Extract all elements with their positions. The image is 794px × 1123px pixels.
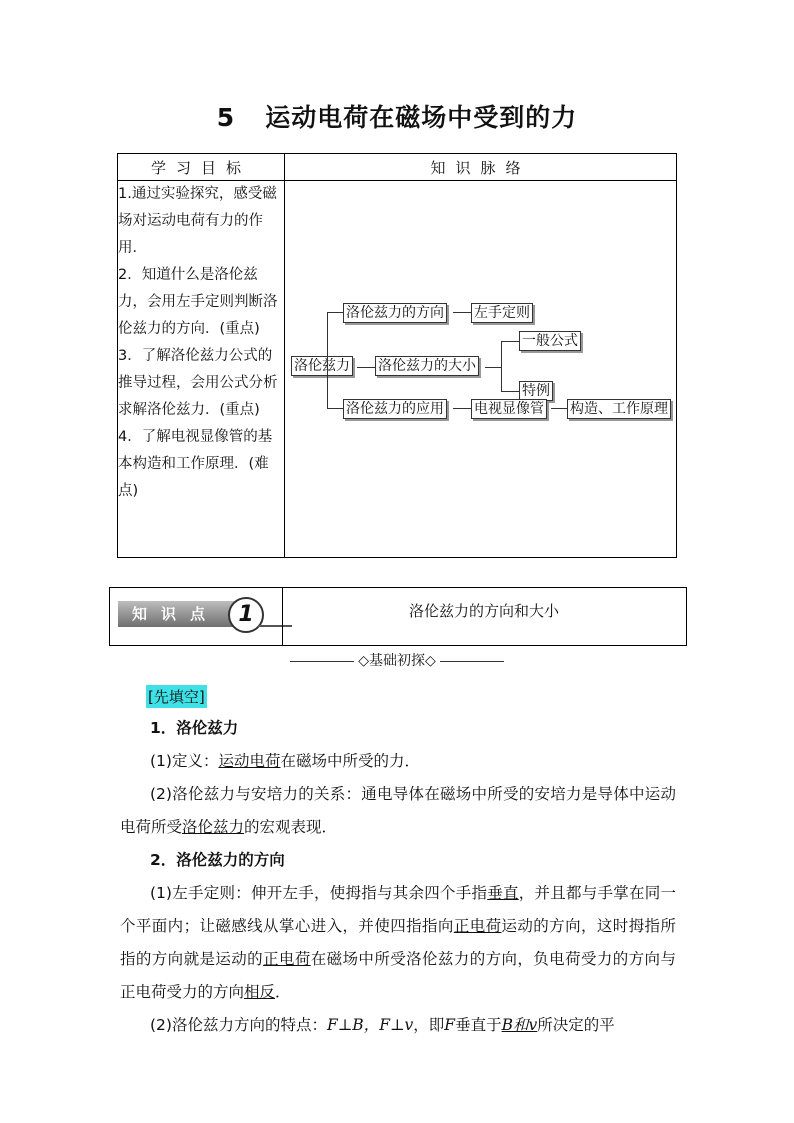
paragraph-direction-features: (2)洛伦兹力方向的特点：F⊥B，F⊥v，即F垂直于B和v所决定的平 [150, 1016, 615, 1034]
map-node-direction: 洛伦兹力的方向 [343, 303, 447, 323]
knowledge-point-box [109, 587, 687, 646]
map-node-left-hand-rule: 左手定则 [471, 303, 533, 323]
title-number: 5 [216, 103, 236, 132]
knowledge-point-label: 知识点 [118, 601, 246, 627]
goal-item: 3．了解洛伦兹力公式的推导过程，会用公式分析求解洛伦兹力．(重点) [118, 348, 278, 418]
heading-lorentz-force: 1．洛伦兹力 [150, 719, 239, 737]
objectives-table [117, 153, 677, 558]
fill-blank-tag: [先填空] [146, 685, 207, 708]
map-node-general-formula: 一般公式 [519, 331, 581, 351]
paragraph-definition: (1)定义：运动电荷在磁场中所受的力． [150, 752, 420, 770]
goal-item: 1.通过实验探究，感受磁场对运动电荷有力的作用． [118, 186, 277, 256]
section-heading-text: ◇基础初探◇ [358, 653, 436, 669]
map-node-magnitude: 洛伦兹力的大小 [375, 356, 479, 376]
goal-item: 2．知道什么是洛伦兹力，会用左手定则判断洛伦兹力的方向．(重点) [118, 267, 278, 337]
map-connector [551, 408, 567, 409]
page-title [0, 98, 794, 134]
map-connector [453, 312, 471, 313]
map-connector [327, 408, 343, 409]
map-node-tv-tube: 电视显像管 [471, 399, 547, 419]
section-heading [0, 650, 794, 670]
map-connector [501, 391, 519, 392]
map-node-special-case: 特例 [519, 381, 553, 401]
map-connector [327, 312, 328, 408]
map-connector [501, 341, 519, 342]
goal-item: 4．了解电视显像管的基本构造和工作原理．(难点) [118, 429, 273, 499]
map-connector [501, 341, 502, 391]
knowledge-point-number: 1 [228, 597, 264, 633]
knowledge-point-title: 洛伦兹力的方向和大小 [408, 602, 559, 620]
title-text: 运动电荷在磁场中受到的力 [265, 103, 578, 132]
map-connector [357, 367, 375, 368]
map-node-root: 洛伦兹力 [291, 356, 353, 376]
knowledge-map [285, 181, 677, 558]
map-node-application: 洛伦兹力的应用 [343, 399, 447, 419]
rule-left [290, 661, 354, 662]
paragraph-left-hand-rule: (1)左手定则：伸开左手，使拇指与其余四个手指垂直，并且都与手掌在同一个平面内；让磁感线从掌心进入，并使四指指向正电荷运动的方向，这时拇指所指的方向就是运动的正电荷在磁场中所受洛伦兹力的方向，负电荷受力的方向与正电荷受力的方向相反． [120, 884, 676, 1001]
header-knowledge-map: 知识脉络 [285, 154, 677, 181]
paragraph-relation: (2)洛伦兹力与安培力的关系：通电导体在磁场中所受的安培力是导体中运动电荷所受洛伦兹力的宏观表现． [120, 785, 676, 836]
rule-right [440, 661, 504, 662]
map-node-structure: 构造、工作原理 [567, 399, 671, 419]
body-text [120, 712, 676, 1042]
knowledge-point-badge [118, 597, 278, 633]
header-learning-goals: 学习目标 [118, 154, 285, 181]
map-connector [453, 408, 471, 409]
map-connector [485, 367, 501, 368]
map-connector [327, 312, 343, 313]
heading-force-direction: 2．洛伦兹力的方向 [150, 851, 285, 869]
goals-cell [118, 181, 285, 558]
